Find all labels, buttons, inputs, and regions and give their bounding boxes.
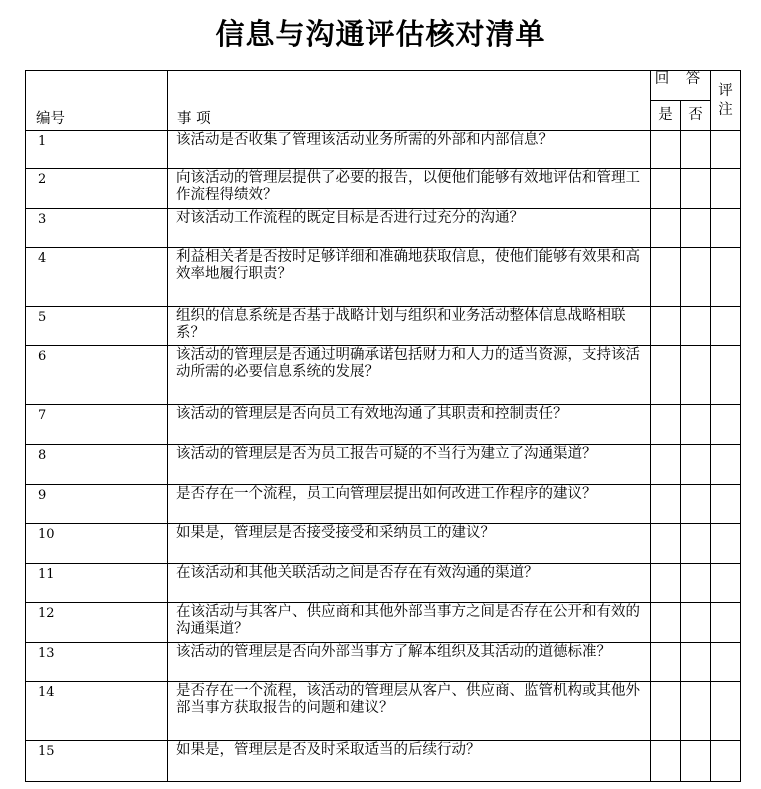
table-row xyxy=(26,741,741,782)
row-answer-yes-cell[interactable] xyxy=(651,445,681,485)
row-answer-no-cell[interactable] xyxy=(681,307,711,346)
row-note-cell[interactable] xyxy=(711,346,741,405)
row-note-cell[interactable] xyxy=(711,248,741,307)
row-note-cell[interactable] xyxy=(711,169,741,209)
row-answer-yes-cell[interactable] xyxy=(651,169,681,209)
row-note-cell[interactable] xyxy=(711,131,741,169)
row-number: 8 xyxy=(26,445,168,485)
row-note-cell[interactable] xyxy=(711,564,741,603)
row-question: 该活动的管理层是否为员工报告可疑的不当行为建立了沟通渠道？ xyxy=(168,445,651,485)
row-answer-yes-cell[interactable] xyxy=(651,209,681,248)
row-number: 10 xyxy=(26,524,168,564)
row-note-cell[interactable] xyxy=(711,405,741,445)
row-question: 组织的信息系统是否基于战略计划与组织和业务活动整体信息战略相联系？ xyxy=(168,307,651,346)
table-row xyxy=(26,169,741,209)
row-note-cell[interactable] xyxy=(711,445,741,485)
row-question: 对该活动工作流程的既定目标是否进行过充分的沟通？ xyxy=(168,209,651,248)
row-answer-yes-cell[interactable] xyxy=(651,131,681,169)
header-note xyxy=(711,71,741,131)
row-answer-no-cell[interactable] xyxy=(681,346,711,405)
page-title: 信息与沟通评估核对清单 xyxy=(215,17,546,51)
row-answer-no-cell[interactable] xyxy=(681,248,711,307)
table-row xyxy=(26,524,741,564)
row-answer-no-cell[interactable] xyxy=(681,682,711,741)
table-row xyxy=(26,131,741,169)
row-note-cell[interactable] xyxy=(711,643,741,682)
row-question: 该活动的管理层是否向外部当事方了解本组织及其活动的道德标准？ xyxy=(168,643,651,682)
header-yes: 是 xyxy=(651,101,681,131)
row-answer-yes-cell[interactable] xyxy=(651,405,681,445)
row-note-cell[interactable] xyxy=(711,524,741,564)
table-row xyxy=(26,564,741,603)
row-number: 9 xyxy=(26,485,168,524)
row-note-cell[interactable] xyxy=(711,603,741,643)
row-answer-yes-cell[interactable] xyxy=(651,643,681,682)
row-answer-yes-cell[interactable] xyxy=(651,307,681,346)
header-answer: 回 答 xyxy=(651,71,711,101)
row-answer-yes-cell[interactable] xyxy=(651,485,681,524)
table-row xyxy=(26,307,741,346)
row-answer-no-cell[interactable] xyxy=(681,169,711,209)
row-answer-yes-cell[interactable] xyxy=(651,741,681,782)
row-answer-no-cell[interactable] xyxy=(681,485,711,524)
row-answer-yes-cell[interactable] xyxy=(651,564,681,603)
row-number: 3 xyxy=(26,209,168,248)
row-number: 4 xyxy=(26,248,168,307)
row-note-cell[interactable] xyxy=(711,209,741,248)
table-row xyxy=(26,603,741,643)
row-number: 14 xyxy=(26,682,168,741)
row-note-cell[interactable] xyxy=(711,307,741,346)
row-answer-yes-cell[interactable] xyxy=(651,248,681,307)
checklist-table xyxy=(25,70,741,782)
header-note-line1: 评 xyxy=(718,82,733,99)
row-question: 向该活动的管理层提供了必要的报告，以便他们能够有效地评估和管理工作流程得绩效？ xyxy=(168,169,651,209)
row-answer-no-cell[interactable] xyxy=(681,741,711,782)
row-answer-no-cell[interactable] xyxy=(681,643,711,682)
row-answer-no-cell[interactable] xyxy=(681,131,711,169)
row-answer-no-cell[interactable] xyxy=(681,564,711,603)
header-item: 事 项 xyxy=(168,71,651,131)
table-row xyxy=(26,248,741,307)
row-number: 7 xyxy=(26,405,168,445)
row-question: 在该活动与其客户、供应商和其他外部当事方之间是否存在公开和有效的沟通渠道？ xyxy=(168,603,651,643)
row-answer-yes-cell[interactable] xyxy=(651,603,681,643)
row-question: 该活动的管理层是否通过明确承诺包括财力和人力的适当资源，支持该活动所需的必要信息系统的发展？ xyxy=(168,346,651,405)
table-row xyxy=(26,346,741,405)
row-answer-yes-cell[interactable] xyxy=(651,346,681,405)
checklist-rows xyxy=(26,131,741,782)
header-no: 否 xyxy=(681,101,711,131)
row-number: 15 xyxy=(26,741,168,782)
row-question: 如果是，管理层是否接受接受和采纳员工的建议？ xyxy=(168,524,651,564)
row-number: 12 xyxy=(26,603,168,643)
table-row xyxy=(26,209,741,248)
row-number: 11 xyxy=(26,564,168,603)
row-question: 是否存在一个流程，员工向管理层提出如何改进工作程序的建议？ xyxy=(168,485,651,524)
row-number: 6 xyxy=(26,346,168,405)
row-question: 如果是，管理层是否及时采取适当的后续行动？ xyxy=(168,741,651,782)
header-note-line2: 注 xyxy=(718,101,733,118)
row-question: 是否存在一个流程，该活动的管理层从客户、供应商、监管机构或其他外部当事方获取报告的问题和建议？ xyxy=(168,682,651,741)
table-row xyxy=(26,643,741,682)
row-note-cell[interactable] xyxy=(711,741,741,782)
row-answer-no-cell[interactable] xyxy=(681,524,711,564)
row-answer-yes-cell[interactable] xyxy=(651,524,681,564)
row-answer-no-cell[interactable] xyxy=(681,445,711,485)
header-number: 编号 xyxy=(26,71,168,131)
table-row xyxy=(26,405,741,445)
row-number: 5 xyxy=(26,307,168,346)
row-note-cell[interactable] xyxy=(711,485,741,524)
row-number: 13 xyxy=(26,643,168,682)
row-number: 2 xyxy=(26,169,168,209)
row-answer-yes-cell[interactable] xyxy=(651,682,681,741)
row-question: 利益相关者是否按时足够详细和准确地获取信息，使他们能够有效果和高效率地履行职责？ xyxy=(168,248,651,307)
row-number: 1 xyxy=(26,131,168,169)
table-row xyxy=(26,445,741,485)
table-row xyxy=(26,682,741,741)
table-row xyxy=(26,485,741,524)
row-question: 该活动的管理层是否向员工有效地沟通了其职责和控制责任？ xyxy=(168,405,651,445)
row-answer-no-cell[interactable] xyxy=(681,209,711,248)
row-question: 该活动是否收集了管理该活动业务所需的外部和内部信息？ xyxy=(168,131,651,169)
row-note-cell[interactable] xyxy=(711,682,741,741)
row-answer-no-cell[interactable] xyxy=(681,603,711,643)
row-answer-no-cell[interactable] xyxy=(681,405,711,445)
row-question: 在该活动和其他关联活动之间是否存在有效沟通的渠道？ xyxy=(168,564,651,603)
